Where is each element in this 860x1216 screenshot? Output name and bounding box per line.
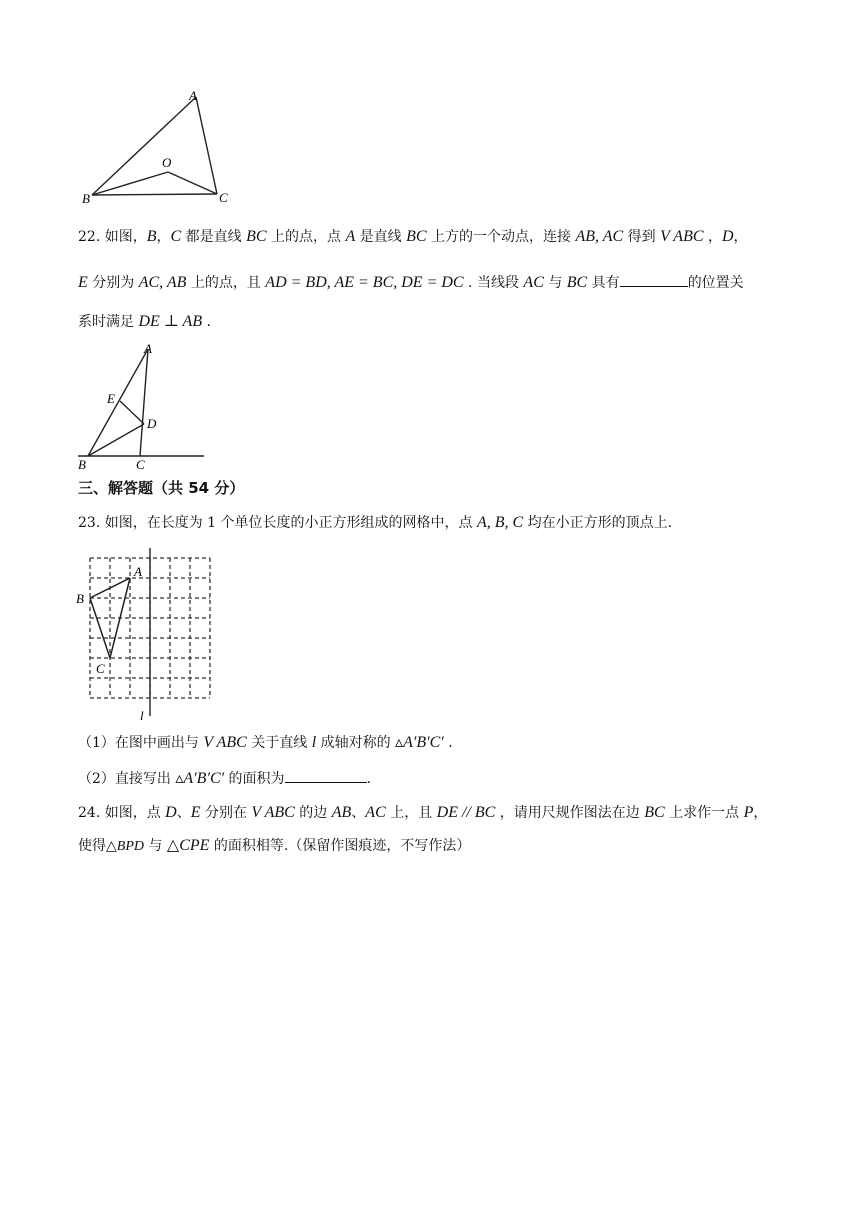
segment-bc bbox=[92, 194, 217, 195]
segment-bc bbox=[90, 598, 110, 658]
section-heading: 三、解答题（共 54 分） bbox=[78, 479, 245, 497]
segment-oc bbox=[168, 172, 217, 194]
q22-line-3: 系时满足 DE ⊥ AB . bbox=[78, 313, 211, 330]
q22-line-2: E 分别为 AC, AB 上的点，且 AD = BD, AE = BC, DE = DC . 当线段 AC 与 BC 具有 的位置关 bbox=[78, 274, 744, 291]
label-c: C bbox=[96, 661, 105, 676]
label-c: C bbox=[136, 457, 145, 472]
label-e: E bbox=[107, 391, 115, 406]
label-b: B bbox=[78, 457, 86, 472]
q23-part-2: （2）直接写出 ▵A′B′C′ 的面积为 . bbox=[78, 770, 372, 787]
answer-blank-q23 bbox=[285, 768, 367, 783]
segment-ab bbox=[92, 97, 196, 195]
label-c: C bbox=[219, 190, 228, 205]
label-d: D bbox=[147, 416, 157, 431]
figure-q21 bbox=[70, 85, 240, 210]
label-a: A bbox=[189, 88, 197, 103]
q23-line-1: 23. 如图，在长度为 1 个单位长度的小正方形组成的网格中，点 A, B, C 均在小正方形的顶点上. bbox=[78, 514, 673, 531]
segment-ac bbox=[140, 349, 148, 456]
label-b: B bbox=[82, 191, 90, 206]
q24-line-2: 使得△BPD 与 △CPE 的面积相等.（保留作图痕迹，不写作法） bbox=[78, 837, 471, 854]
figure-q23-grid bbox=[74, 546, 224, 726]
q23-part-1: （1）在图中画出与 V ABC 关于直线 l 成轴对称的 ▵A′B′C′ . bbox=[78, 734, 453, 751]
q24-line-1: 24. 如图，点 D、E 分别在 V ABC 的边 AB、AC 上，且 DE // BC ，请用尺规作图法在边 BC 上求作一点 P， bbox=[78, 804, 768, 821]
label-a: A bbox=[134, 564, 142, 579]
label-a: A bbox=[144, 341, 152, 356]
label-l: l bbox=[140, 708, 144, 723]
q22-line-1: 22. 如图，B，C 都是直线 BC 上的点，点 A 是直线 BC 上方的一个动点，连接 AB, AC 得到 V ABC ，D， bbox=[78, 228, 748, 245]
figure-q22 bbox=[72, 338, 212, 474]
segment-ac bbox=[196, 97, 217, 194]
label-b: B bbox=[76, 591, 84, 606]
segment-ed bbox=[120, 401, 144, 424]
label-o: O bbox=[162, 155, 172, 170]
segment-ab bbox=[88, 349, 148, 456]
answer-blank-q22 bbox=[620, 272, 688, 287]
